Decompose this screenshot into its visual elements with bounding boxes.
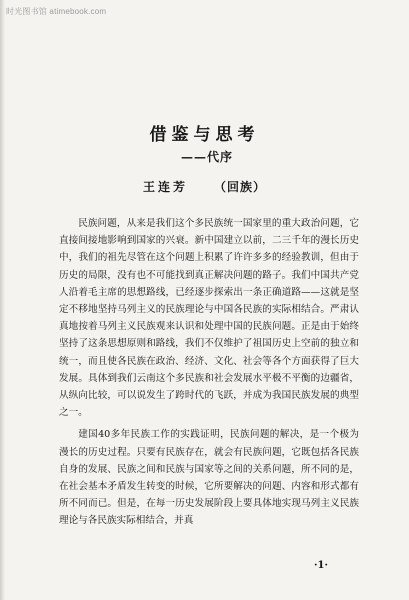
watermark: 时光图书馆 atimebook.com: [6, 7, 107, 16]
author-name: 王连芳: [142, 180, 188, 194]
body-text: [59, 215, 359, 530]
page-number: ·1·: [314, 560, 328, 571]
page-title: 借鉴与思考: [149, 125, 260, 145]
author-affiliation: （回族）: [214, 180, 267, 194]
paragraph: 民族问题，从来是我们这个多民族统一国家里的重大政治问题，它直接间接地影响到国家的兴衰。新中国建立以前，二三千年的漫长历史中，我们的祖先尽管在这个问题上积累了许许多多的经验教训，但由于历史的局限，没有也不可能找到真正解决问题的路子。我们中国共产党人沿着毛主席的思想路线，已经逐步探索出一条正确道路——这就是坚定不移地坚持马列主义的民族理论与中国各民族的实际相结合。严肃认真地按着马列主义民族观来认识和处理中国的民族问题。正是由于始终坚持了这条思想原则和路线，我们不仅维护了祖国历史上空前的独立和统一，而且使各民族在政治、经济、文化、社会等各个方面获得了巨大发展。具体到我们云南这个多民族和社会发展水平极不平衡的边疆省，从纵向比较，可以说发生了跨时代的飞跃，并成为我国民族发展的典型之一。: [59, 218, 359, 419]
paragraph: 建国40多年民族工作的实践证明，民族问题的解决，是一个极为漫长的历史过程。只要有民族存在，就会有民族问题，它既包括各民族自身的发展、民族之间和民族与国家等之间的关系问题，所不同的是，在社会基本矛盾发生转变的时候，它所要解决的问题、内容和形式都有所不同而已。但是，在每一历史发展阶段上要具体地实现马列主义民族理论与各民族实际相结合，并真: [59, 429, 359, 527]
page-subtitle: ——代序: [181, 150, 234, 164]
scan-edge-shadow: [0, 0, 5, 600]
author-line: [0, 178, 409, 195]
